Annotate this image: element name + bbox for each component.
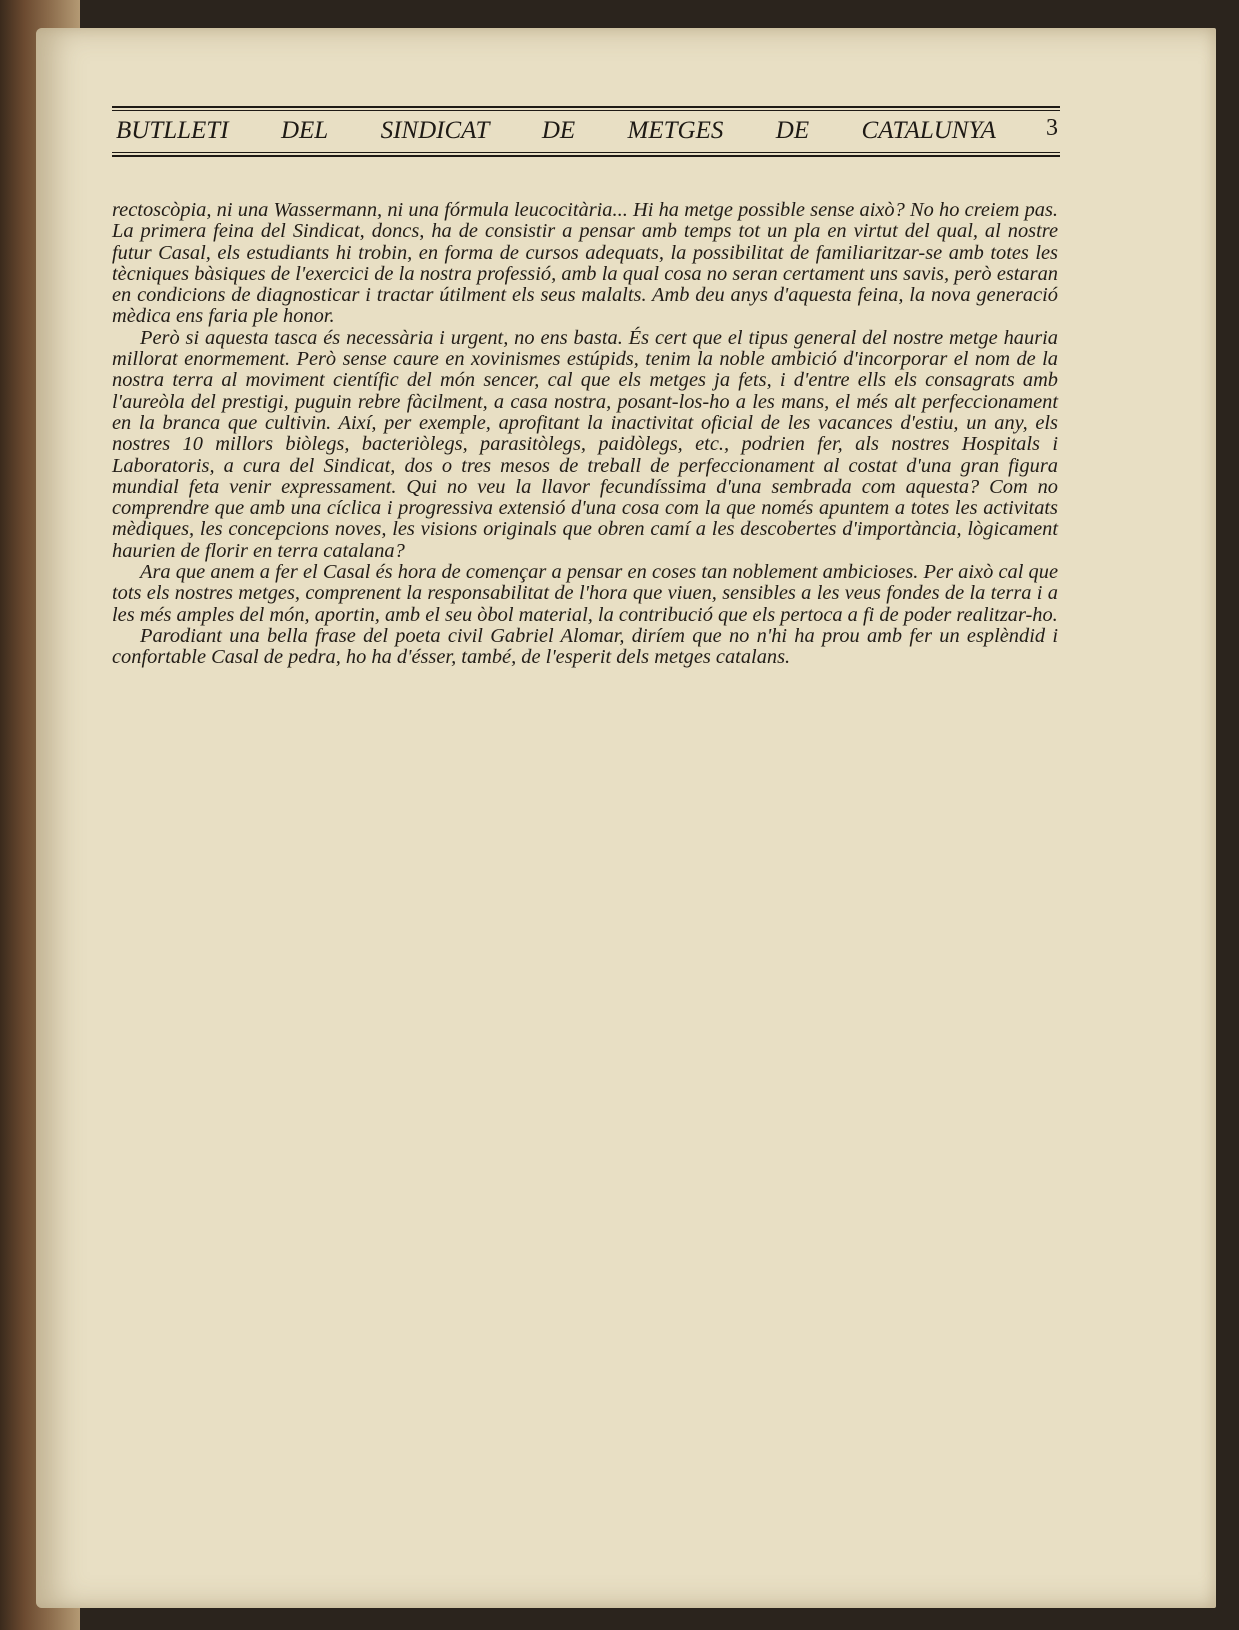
title-word: DE — [541, 117, 576, 144]
running-header — [112, 100, 1060, 190]
article-body — [112, 200, 1058, 669]
paragraph: Ara que anem a fer el Casal és hora de començar a pensar en coses tan noblement ambicioses. Per això cal que tots els nostres metges, comprenent la responsabilitat de l'hora que viuen, sensibles a les veus fondes de la terra i a les més amples del món, aportin, amb el seu òbol material, la contribució que els pertoca a fi de poder realitzar-ho. — [112, 561, 1058, 626]
title-word: DEL — [280, 117, 329, 144]
paragraph: Parodiant una bella frase del poeta civil Gabriel Alomar, diríem que no n'hi ha prou amb fer un esplèndid i confortable Casal de pedra, ho ha d'ésser, també, de l'esperit dels metges catalans. — [112, 624, 1058, 669]
paragraph: rectoscòpia, ni una Wassermann, ni una fórmula leucocitària... Hi ha metge possible sense això? No ho creiem pas. La primera feina del Sindicat, doncs, ha de consistir a pensar amb temps tot un pla en virtut del qual, al nostre futur Casal, els estudiants hi trobin, en forma de cursos adequats, la possibilitat de familiaritzar-se amb totes les tècniques bàsiques de l'exercici de la nostra professió, amb la qual cosa no seran certament uns savis, però estaran en condicions de diagnosticar i tractar útilment els seus malalts. Amb deu anys d'aquesta feina, la nova generació mèdica ens faria ple honor. — [112, 199, 1058, 328]
title-word: SINDICAT — [380, 117, 490, 144]
page-number: 3 — [1046, 115, 1058, 141]
header-rule-bottom — [112, 155, 1060, 157]
title-word: METGES — [627, 117, 724, 144]
header-rule-top — [112, 106, 1060, 108]
header-rule-top-thin — [112, 110, 1060, 111]
header-rule-bottom-thin — [112, 152, 1060, 153]
title-word: DE — [775, 117, 810, 144]
title-word: BUTLLETI — [116, 117, 229, 144]
title-word: CATALUNYA — [861, 117, 996, 144]
running-title — [116, 117, 996, 145]
paragraph: Però si aquesta tasca és necessària i urgent, no ens basta. És cert que el tipus general del nostre metge hauria millorat enormement. Però sense caure en xovinismes estúpids, tenim la noble ambició d'incorporar el nom de la nostra terra al moviment científic del món sencer, cal que els metges ja fets, i d'entre ells els consagrats amb l'aureòla del prestigi, puguin rebre fàcilment, a casa nostra, posant-los-ho a les mans, el més alt perfeccionament en la branca que cultivin. Així, per exemple, aprofitant la inactivitat oficial de les vacances d'estiu, un any, els nostres 10 millors biòlegs, bacteriòlegs, parasitòlegs, paidòlegs, etc., podrien fer, als nostres Hospitals i Laboratoris, a cura del Sindicat, dos o tres mesos de treball de perfeccionament al costat d'una gran figura mundial feta venir expressament. Qui no veu la llavor fecundíssima d'una sembrada com aquesta? Com no comprendre que amb una cíclica i progressiva extensió d'una cosa com la que només apuntem a totes les activitats mèdiques, les concepcions noves, les visions originals que obren camí a les descobertes d'importància, lògicament haurien de florir en terra catalana? — [112, 326, 1058, 562]
